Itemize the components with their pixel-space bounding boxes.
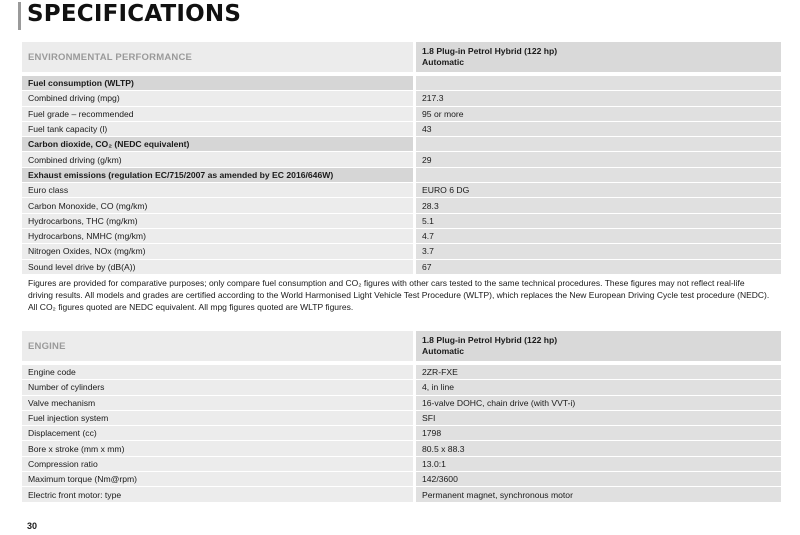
row-value: 3.7	[416, 244, 781, 259]
table-row	[22, 410, 781, 425]
row-label: Combined driving (mpg)	[22, 91, 413, 106]
row-label: Carbon Monoxide, CO (mg/km)	[22, 198, 413, 213]
table-row	[22, 228, 781, 243]
transmission: Automatic	[422, 346, 465, 356]
table-row	[22, 91, 781, 106]
row-value: 13.0:1	[416, 456, 781, 471]
table-row	[22, 456, 781, 471]
table-row	[22, 213, 781, 228]
row-label: Sound level drive by (dB(A))	[22, 259, 413, 274]
table-row	[22, 121, 781, 136]
row-label: Fuel injection system	[22, 410, 413, 425]
row-label: Engine code	[22, 365, 413, 380]
row-value: SFI	[416, 410, 781, 425]
table-header-row	[22, 331, 781, 362]
model-name: 1.8 Plug-in Petrol Hybrid (122 hp)	[422, 46, 558, 56]
row-value: 80.5 x 88.3	[416, 441, 781, 456]
section-title: ENVIRONMENTAL PERFORMANCE	[22, 42, 413, 73]
group-heading: Exhaust emissions (regulation EC/715/2007 as amended by EC 2016/646W)	[22, 167, 413, 182]
row-label: Fuel grade – recommended	[22, 106, 413, 121]
row-value: Permanent magnet, synchronous motor	[416, 487, 781, 502]
row-label: Valve mechanism	[22, 395, 413, 410]
footnote-line: driving results. All models and grades are certified according to the World Harmonised Light Vehicle Test Procedure (WLTP), which replaces the New European Driving Cycle test procedure (NEDC).	[28, 290, 770, 300]
row-label: Displacement (cc)	[22, 426, 413, 441]
footnote-text	[28, 277, 778, 313]
group-heading: Carbon dioxide, CO₂ (NEDC equivalent)	[22, 137, 413, 152]
row-value: 217.3	[416, 91, 781, 106]
table-row	[22, 365, 781, 380]
row-label: Number of cylinders	[22, 380, 413, 395]
row-value: 2ZR-FXE	[416, 365, 781, 380]
environmental-performance-table	[22, 42, 781, 275]
page-number: 30	[27, 521, 38, 531]
page-title: SPECIFICATIONS	[27, 1, 242, 27]
group-heading: Fuel consumption (WLTP)	[22, 76, 413, 91]
title-accent-bar	[18, 2, 21, 30]
row-value: 67	[416, 259, 781, 274]
row-label: Hydrocarbons, NMHC (mg/km)	[22, 228, 413, 243]
table-row	[22, 152, 781, 167]
table-row	[22, 198, 781, 213]
footnote-line: Figures are provided for comparative purposes; only compare fuel consumption and CO₂ figures with other cars tested to the same technical procedures. These figures may not reflect real-life	[28, 278, 745, 288]
row-value: 4.7	[416, 228, 781, 243]
row-label: Fuel tank capacity (l)	[22, 121, 413, 136]
table-row	[22, 426, 781, 441]
row-label: Maximum torque (Nm@rpm)	[22, 472, 413, 487]
table-row	[22, 441, 781, 456]
table-row	[22, 244, 781, 259]
footnote-line: All CO₂ figures quoted are NEDC equivalent. All mpg figures quoted are WLTP figures.	[28, 302, 354, 312]
model-name: 1.8 Plug-in Petrol Hybrid (122 hp)	[422, 335, 558, 345]
model-column-header	[416, 42, 781, 73]
table-row	[22, 106, 781, 121]
row-value: 4, in line	[416, 380, 781, 395]
table-header-row	[22, 42, 781, 73]
row-label: Compression ratio	[22, 456, 413, 471]
section-title: ENGINE	[22, 331, 413, 362]
row-label: Nitrogen Oxides, NOx (mg/km)	[22, 244, 413, 259]
table-row	[22, 380, 781, 395]
group-heading-row	[22, 76, 781, 91]
row-value: 28.3	[416, 198, 781, 213]
engine-table	[22, 331, 781, 503]
group-heading-row	[22, 137, 781, 152]
row-value: 16-valve DOHC, chain drive (with VVT-i)	[416, 395, 781, 410]
table-row	[22, 487, 781, 502]
row-label: Euro class	[22, 183, 413, 198]
row-value: 95 or more	[416, 106, 781, 121]
row-value: 43	[416, 121, 781, 136]
row-label: Hydrocarbons, THC (mg/km)	[22, 213, 413, 228]
group-heading-row	[22, 167, 781, 182]
row-value: 1798	[416, 426, 781, 441]
table-row	[22, 395, 781, 410]
row-value: 5.1	[416, 213, 781, 228]
row-label: Bore x stroke (mm x mm)	[22, 441, 413, 456]
table-row	[22, 472, 781, 487]
row-value: EURO 6 DG	[416, 183, 781, 198]
row-label: Electric front motor: type	[22, 487, 413, 502]
row-value: 29	[416, 152, 781, 167]
model-column-header	[416, 331, 781, 362]
row-value: 142/3600	[416, 472, 781, 487]
row-label: Combined driving (g/km)	[22, 152, 413, 167]
table-row	[22, 183, 781, 198]
transmission: Automatic	[422, 57, 465, 67]
table-row	[22, 259, 781, 274]
